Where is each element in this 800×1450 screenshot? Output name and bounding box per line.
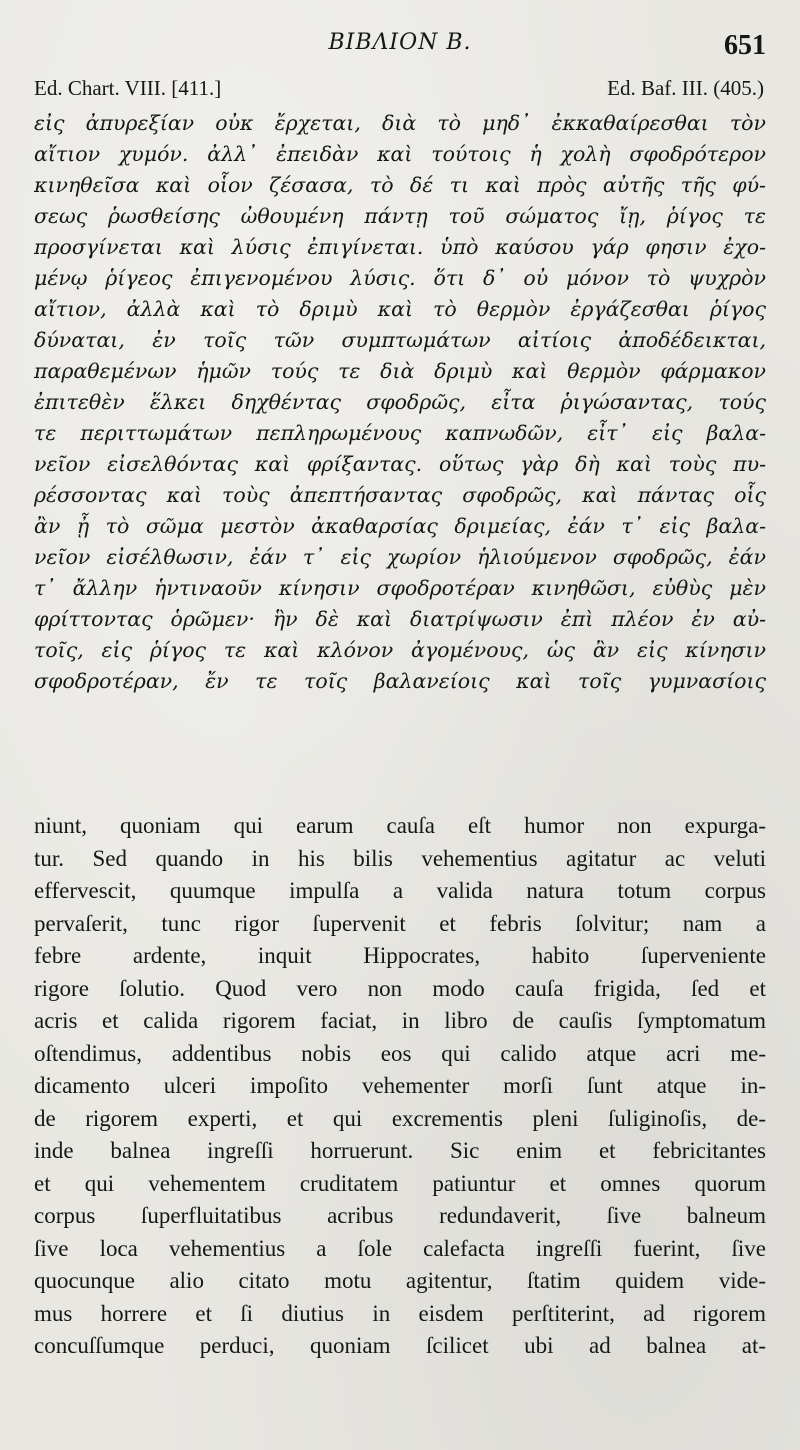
latin-text-block bbox=[34, 810, 766, 1363]
latin-text-line: inde balnea ingreſſi horruerunt. Sic enim et febricitantes bbox=[34, 1138, 766, 1163]
latin-text-line: quocunque alio citato motu agitentur, ſtatim quidem vide- bbox=[34, 1268, 766, 1293]
greek-text-line: εἰς ἀπυρεξίαν οὐκ ἔρχεται, διὰ τὸ μηδ᾽ ἐκκαθαίρεσθαι τὸν bbox=[34, 111, 766, 135]
greek-text-line: προσγίνεται καὶ λύσις ἐπιγίνεται. ὑπὸ καύσου γάρ φησιν ἐχο- bbox=[34, 235, 766, 259]
greek-text-line: νεῖον εἰσελθόντας καὶ φρίξαντας. οὕτως γὰρ δὴ καὶ τοὺς πυ- bbox=[34, 452, 766, 476]
greek-text-line: τε περιττωμάτων πεπληρωμένους καπνωδῶν, εἶτ᾽ εἰς βαλα- bbox=[34, 421, 766, 445]
edition-reference-chartier: Ed. Chart. VIII. [411.] bbox=[34, 76, 222, 100]
latin-text-line: ſive loca vehementius a ſole calefacta ingreſſi fuerint, ſive bbox=[34, 1235, 766, 1261]
latin-text-line: dicamento ulceri impoſito vehementer morſi ſunt atque in- bbox=[34, 1073, 766, 1098]
greek-text-line: τοῖς, εἰς ῥίγος τε καὶ κλόνον ἀγομένους, ὡς ἂν εἰς κίνησιν bbox=[34, 638, 766, 662]
greek-text-block bbox=[34, 108, 766, 697]
page-number: 651 bbox=[724, 30, 766, 61]
latin-text-line: oſtendimus, addentibus nobis eos qui calido atque acri me- bbox=[34, 1040, 766, 1066]
greek-text-line: δύναται, ἐν τοῖς τῶν συμπτωμάτων αἰτίοις ἀποδέδεικται, bbox=[34, 328, 766, 352]
running-head: ΒΙΒΛΙΟΝ Β. bbox=[328, 30, 472, 55]
greek-text-line: φρίττοντας ὁρῶμεν· ἣν δὲ καὶ διατρίψωσιν ἐπὶ πλέον ἐν αὐ- bbox=[34, 607, 766, 631]
greek-text-line: κινηθεῖσα καὶ οἷον ζέσασα, τὸ δέ τι καὶ πρὸς αὐτῆς τῆς φύ- bbox=[34, 173, 766, 197]
greek-text-line: ἐπιτεθὲν ἕλκει δηχθέντας σφοδρῶς, εἶτα ῥιγώσαντας, τούς bbox=[34, 390, 766, 414]
greek-text-line: αἴτιον, ἀλλὰ καὶ τὸ δριμὺ καὶ τὸ θερμὸν ἐργάζεσθαι ῥίγος bbox=[34, 297, 766, 321]
greek-text-line: σεως ῥωσθείσης ὠθουμένη πάντῃ τοῦ σώματος ἴῃ, ῥίγος τε bbox=[34, 204, 766, 228]
latin-text-line: pervaſerit, tunc rigor ſupervenit et febris ſolvitur; nam a bbox=[34, 910, 766, 936]
latin-text-line: acris et calida rigorem faciat, in libro de cauſis ſymptomatum bbox=[34, 1008, 766, 1033]
greek-text-line: ρέσσοντας καὶ τοὺς ἀπεπτήσαντας σφοδρῶς, καὶ πάντας οἷς bbox=[34, 483, 766, 507]
latin-text-line: et qui vehementem cruditatem patiuntur et omnes quorum bbox=[34, 1170, 766, 1196]
latin-text-line: concuſſumque perduci, quoniam ſcilicet ubi ad balnea at- bbox=[34, 1333, 766, 1358]
greek-text-line: τ᾽ ἄλλην ἡντιναοῦν κίνησιν σφοδροτέραν κινηθῶσι, εὐθὺς μὲν bbox=[34, 576, 766, 600]
latin-text-line: corpus ſuperfluitatibus acribus redundaverit, ſive balneum bbox=[34, 1203, 766, 1228]
latin-text-line: niunt, quoniam qui earum cauſa eſt humor non expurga- bbox=[34, 813, 766, 838]
greek-text-line: νεῖον εἰσέλθωσιν, ἐάν τ᾽ εἰς χωρίον ἡλιούμενον σφοδρῶς, ἐάν bbox=[34, 545, 766, 569]
latin-text-line: rigore ſolutio. Quod vero non modo cauſa frigida, ſed et bbox=[34, 975, 766, 1001]
latin-text-line: mus horrere et ſi diutius in eisdem perſtiterint, ad rigorem bbox=[34, 1300, 766, 1326]
greek-text-line: αἴτιον χυμόν. ἀλλ᾽ ἐπειδὰν καὶ τούτοις ἡ χολὴ σφοδρότερον bbox=[34, 142, 766, 166]
latin-text-line: de rigorem experti, et qui excrementis pleni ſuliginoſis, de- bbox=[34, 1105, 766, 1131]
greek-text-line: ἂν ᾖ τὸ σῶμα μεστὸν ἀκαθαρσίας δριμείας, ἐάν τ᾽ εἰς βαλα- bbox=[34, 514, 766, 538]
edition-reference-basel: Ed. Baf. III. (405.) bbox=[607, 76, 764, 100]
latin-text-line: effervescit, quumque impulſa a valida natura totum corpus bbox=[34, 878, 766, 903]
greek-text-line: μένῳ ῥίγεος ἐπιγενομένου λύσις. ὅτι δ᾽ οὐ μόνον τὸ ψυχρὸν bbox=[34, 266, 766, 290]
greek-text-line: σφοδροτέραν, ἔν τε τοῖς βαλανείοις καὶ τοῖς γυμνασίοις bbox=[34, 669, 766, 693]
greek-text-line: παραθεμένων ἡμῶν τούς τε διὰ δριμὺ καὶ θερμὸν φάρμακον bbox=[34, 359, 766, 383]
latin-text-line: febre ardente, inquit Hippocrates, habito ſuperveniente bbox=[34, 943, 766, 968]
latin-text-line: tur. Sed quando in his bilis vehementius agitatur ac veluti bbox=[34, 845, 766, 871]
